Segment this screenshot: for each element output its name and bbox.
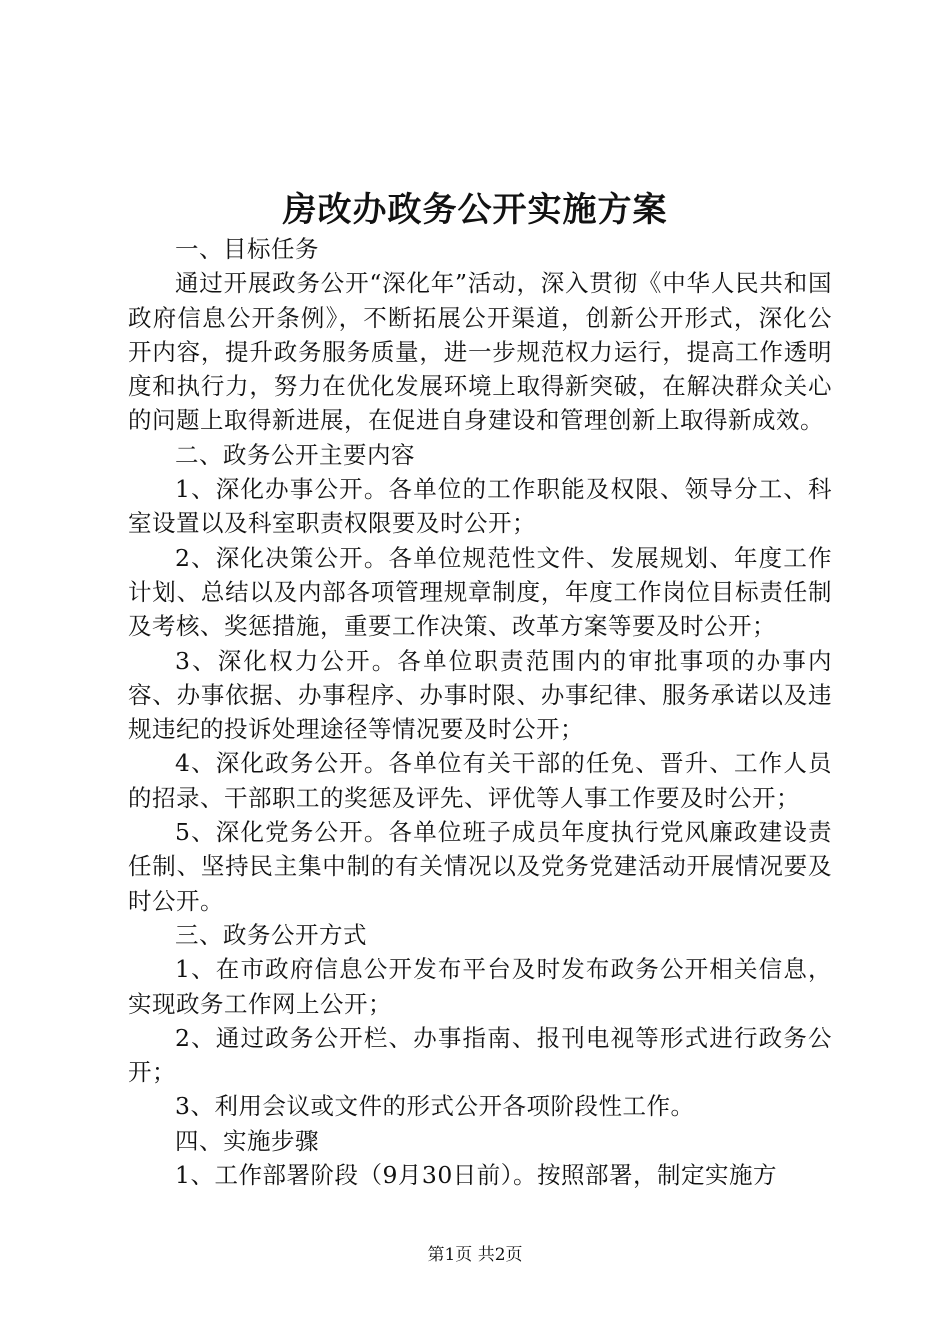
page-footer: 第1页 共2页 <box>427 1245 523 1265</box>
paragraph: 1、在市政府信息公开发布平台及时发布政务公开相关信息，实现政务工作网上公开； <box>128 955 832 1018</box>
section-heading: 二、政务公开主要内容 <box>175 440 415 469</box>
paragraph: 3、深化权力公开。各单位职责范围内的审批事项的办事内容、办事依据、办事程序、办事时限、办事纪律、服务承诺以及违规违纪的投诉处理途径等情况要及时公开； <box>128 646 832 744</box>
paragraph: 5、深化党务公开。各单位班子成员年度执行党风廉政建设责任制、坚持民主集中制的有关情况以及党务党建活动开展情况要及时公开。 <box>128 818 832 915</box>
paragraph: 1、深化办事公开。各单位的工作职能及权限、领导分工、科室设置以及科室职责权限要及时公开； <box>128 475 832 538</box>
paragraph: 2、深化决策公开。各单位规范性文件、发展规划、年度工作计划、总结以及内部各项管理规章制度，年度工作岗位目标责任制及考核、奖惩措施，重要工作决策、改革方案等要及时公开； <box>128 543 832 641</box>
paragraph: 4、深化政务公开。各单位有关干部的任免、晋升、工作人员的招录、干部职工的奖惩及评先、评优等人事工作要及时公开； <box>128 749 832 812</box>
section-heading: 三、政务公开方式 <box>175 920 367 949</box>
section-heading: 四、实施步骤 <box>175 1126 319 1155</box>
section-heading: 一、目标任务 <box>175 235 319 263</box>
document-title: 房改办政务公开实施方案 <box>282 190 668 230</box>
paragraph: 2、通过政务公开栏、办事指南、报刊电视等形式进行政务公开； <box>128 1023 832 1087</box>
paragraph: 通过开展政务公开“深化年”活动，深入贯彻《中华人民共和国政府信息公开条例》，不断拓展公开渠道，创新公开形式，深化公开内容，提升政务服务质量，进一步规范权力运行，提高工作透明度和执行力，努力在优化发展环境上取得新突破，在解决群众关心的问题上取得新进展，在促进自身建设和管理创新上取得新成效。 <box>128 269 832 435</box>
paragraph: 1、工作部署阶段（9月30日前）。按照部署，制定实施方 <box>175 1161 778 1190</box>
document-body <box>128 232 832 1192</box>
paragraph: 3、利用会议或文件的形式公开各项阶段性工作。 <box>175 1092 695 1121</box>
